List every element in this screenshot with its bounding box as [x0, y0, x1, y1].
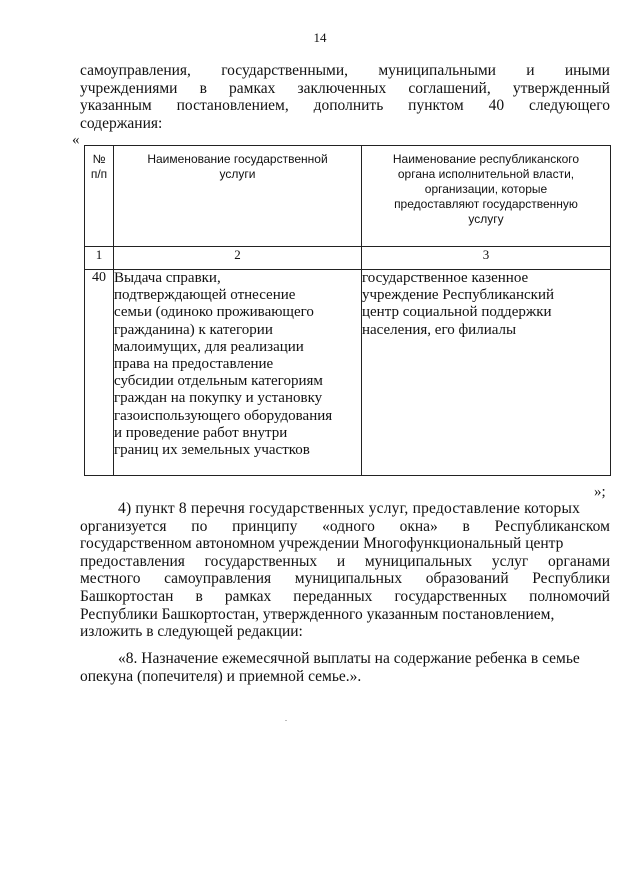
item4-line-5	[80, 570, 610, 588]
word: постановлением,	[176, 97, 289, 115]
cell-line: подтверждающей отнесение	[114, 287, 296, 304]
word: утвержденный	[512, 79, 610, 97]
header-line: предоставляют государственную	[394, 197, 578, 211]
column-number-1: 1	[85, 247, 114, 270]
word: государственных	[204, 552, 318, 570]
header-line: №	[92, 152, 106, 166]
cell-line: газоиспользующего оборудования	[114, 407, 333, 424]
item4-line-4	[80, 553, 610, 571]
header-line: Наименование государственной	[147, 152, 328, 166]
column-number-3: 3	[362, 247, 611, 270]
word: принципу	[232, 517, 298, 535]
table-header-row	[85, 146, 611, 247]
word: и	[336, 552, 346, 570]
word: полномочий	[529, 587, 610, 605]
intro-line-3	[80, 97, 610, 115]
cell-line: Выдача справки,	[114, 270, 221, 286]
word: образований	[425, 570, 509, 588]
item4-line-6	[80, 588, 610, 606]
word: предоставления	[80, 552, 185, 570]
word: Республиканском	[494, 517, 610, 535]
intro-line-4: содержания:	[80, 114, 163, 132]
intro-line-2	[80, 80, 610, 98]
word: услуг	[491, 552, 529, 570]
header-line: услугу	[468, 212, 504, 226]
item4-line-1	[80, 500, 610, 518]
word: Башкортостан	[80, 587, 174, 605]
word: в	[199, 79, 207, 97]
header-line: п/п	[90, 167, 108, 181]
item8-paragraph	[80, 650, 610, 685]
header-line: услуги	[219, 167, 256, 181]
word: заключенных	[297, 79, 387, 97]
open-quote: «	[72, 132, 80, 148]
service-name-cell	[114, 270, 362, 476]
cell-line: малоимущих, для реализации	[114, 338, 304, 355]
scan-speck	[285, 720, 287, 721]
cell-line: граждан на покупку и установку	[114, 390, 323, 407]
intro-paragraph	[80, 62, 610, 132]
word: указанным	[80, 97, 152, 115]
intro-line-1	[80, 62, 610, 80]
table-numbering-row	[85, 247, 611, 270]
cell-line: населения, его филиалы	[362, 321, 517, 338]
word: 40	[488, 97, 505, 115]
word: самоуправления,	[80, 62, 191, 79]
word: муниципальными	[378, 62, 496, 79]
row-number: 40	[85, 270, 114, 476]
line-text: государственном автономном учреждении Многофункциональный центр	[80, 535, 564, 553]
word: «одного	[322, 517, 375, 535]
item4-paragraph	[80, 500, 610, 641]
item4-line-3	[80, 535, 610, 553]
word: государственными,	[221, 62, 349, 79]
word: и	[526, 62, 535, 79]
column-number-2: 2	[114, 247, 362, 270]
cell-line: права на предоставление	[114, 356, 274, 373]
word: рамках	[229, 79, 276, 97]
word: в	[195, 587, 203, 605]
word: организуется	[80, 517, 167, 535]
word: дополнить	[313, 97, 384, 115]
word: следующего	[528, 97, 610, 115]
cell-line: границ их земельных участков	[114, 442, 310, 459]
word: пунктом	[408, 97, 464, 115]
header-line: организации, которые	[424, 182, 548, 196]
word: органами	[547, 552, 610, 570]
item4-line-8: изложить в следующей редакции:	[80, 623, 303, 641]
cell-line: государственное казенное	[362, 270, 529, 286]
header-service-name	[114, 146, 362, 247]
word: в	[462, 517, 470, 535]
word: местного	[80, 570, 141, 588]
cell-line: субсидии отдельным категориям	[114, 373, 323, 390]
word: окна»	[399, 517, 438, 535]
cell-line: и проведение работ внутри	[114, 424, 288, 441]
line-text: Республики Башкортостан, утвержденного указанным постановлением,	[80, 605, 555, 623]
word: иными	[564, 62, 610, 79]
word: Республики	[532, 570, 610, 588]
word: по	[191, 517, 208, 535]
cell-line: центр социальной поддержки	[362, 304, 552, 321]
close-quote: »;	[594, 484, 606, 500]
header-line: Наименование республиканского	[392, 152, 580, 166]
cell-line: учреждение Республиканский	[362, 287, 554, 304]
word: государственных	[394, 587, 508, 605]
authority-name-cell	[362, 270, 611, 476]
word: муниципальных	[364, 552, 473, 570]
item8-line-1: «8. Назначение ежемесячной выплаты на содержание ребенка в семье	[118, 650, 580, 667]
word: рамках	[224, 587, 272, 605]
services-table	[84, 145, 611, 476]
word: муниципальных	[294, 570, 403, 588]
item4-line-7	[80, 606, 610, 624]
header-authority-name	[362, 146, 611, 247]
header-number	[85, 146, 114, 247]
cell-line: гражданина) к категории	[114, 321, 273, 338]
line-text: 4) пункт 8 перечня государственных услуг, предоставление которых	[118, 500, 581, 517]
word: учреждениями	[80, 79, 178, 97]
word: соглашений,	[408, 79, 491, 97]
word: самоуправления	[164, 570, 272, 588]
table-row	[85, 270, 611, 476]
page-number: 14	[313, 30, 327, 45]
item8-line-2: опекуна (попечителя) и приемной семье.».	[80, 667, 362, 685]
header-line: органа исполнительной власти,	[397, 167, 575, 181]
cell-line: семьи (одиноко проживающего	[114, 304, 314, 321]
item4-line-2	[80, 518, 610, 536]
word: переданных	[293, 587, 373, 605]
